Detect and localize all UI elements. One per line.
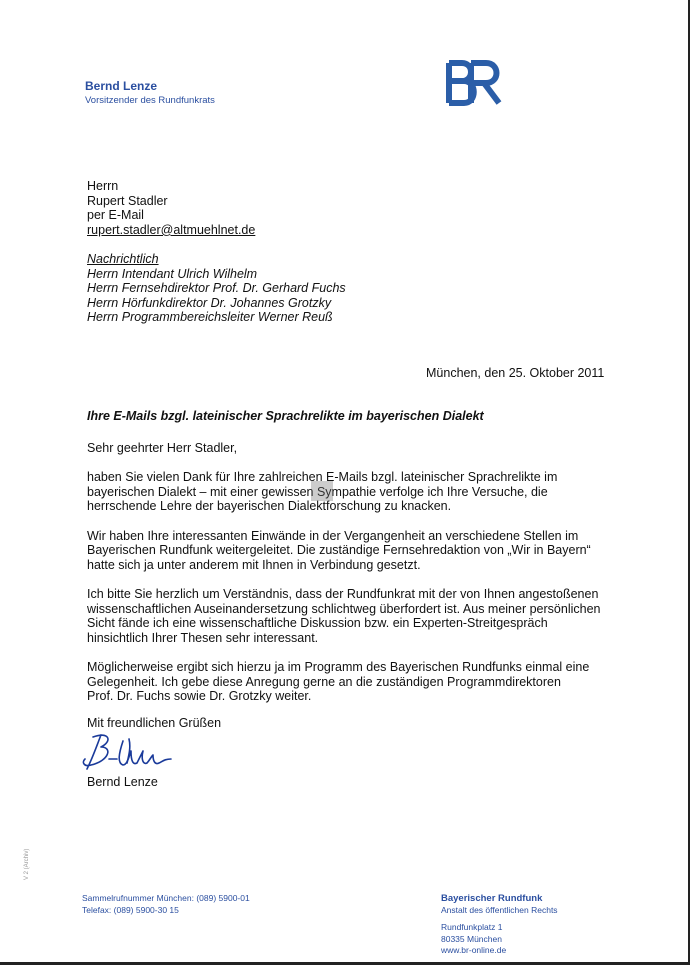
recipient-delivery: per E-Mail <box>87 208 144 223</box>
closing-greeting: Mit freundlichen Grüßen <box>87 716 222 730</box>
body-line: Wir haben Ihre interessanten Einwände in der Vergangenheit an verschiedene Stellen im <box>87 528 579 543</box>
body-line: hatte sich ja unter anderem mit Ihnen in Verbindung gesetzt. <box>87 557 421 572</box>
body-line: Gelegenheit. Ich gebe diese Anregung gerne an die zuständigen Programmdirektoren <box>87 674 561 689</box>
recipient-address <box>87 179 255 237</box>
letter-subject: Ihre E-Mails bzgl. lateinischer Sprachrelikte im bayerischen Dialekt <box>87 409 484 423</box>
br-logo <box>444 60 504 106</box>
body-paragraph <box>87 529 627 573</box>
footer-address <box>441 893 558 957</box>
footer-phone: Sammelrufnummer München: (089) 5900-01 <box>82 893 250 903</box>
sidebar-tag: V 2 (Archiv) <box>24 848 30 880</box>
sender-name: Bernd Lenze <box>85 79 158 93</box>
footer-street: Rundfunkplatz 1 <box>441 922 503 932</box>
body-line: Sicht fände ich eine wissenschaftliche Diskussion bzw. ein Experten-Streitgespräch <box>87 616 548 631</box>
recipient-name: Rupert Stadler <box>87 193 168 208</box>
body-line: Ich bitte Sie herzlich um Verständnis, dass der Rundfunkrat mit der von Ihnen angestoßenen <box>87 586 599 601</box>
body-line: Bayerischen Rundfunk weitergeleitet. Die zuständige Fernsehredaktion von „Wir in Bayern“ <box>87 543 591 558</box>
footer-contact <box>82 893 250 916</box>
body-paragraph <box>87 660 627 704</box>
signer-name: Bernd Lenze <box>87 775 158 789</box>
body-line: Möglicherweise ergibt sich hierzu ja im Programm des Bayerischen Rundfunks einmal eine <box>87 659 590 674</box>
footer-web-link[interactable]: www.br-online.de <box>441 945 507 955</box>
cc-line: Herrn Fernsehdirektor Prof. Dr. Gerhard Fuchs <box>87 281 346 296</box>
cc-line: Herrn Hörfunkdirektor Dr. Johannes Grotzky <box>87 295 332 310</box>
body-line: bayerischen Dialekt – mit einer gewissen Sympathie verfolge ich Ihre Versuche, die <box>87 484 548 499</box>
footer-city: 80335 München <box>441 933 502 944</box>
body-line: wissenschaftlichen Auseinandersetzung schlichtweg überfordert ist. Aus meiner persönlichen <box>87 601 601 616</box>
body-line: Prof. Dr. Fuchs sowie Dr. Grotzky weiter. <box>87 689 312 704</box>
body-line: hinsichtlich Ihrer Thesen sehr interessant. <box>87 630 319 645</box>
cc-heading: Nachrichtlich <box>87 252 159 266</box>
recipient-salutation-line: Herrn <box>87 179 119 193</box>
scan-artifact <box>311 481 333 501</box>
cc-line: Herrn Intendant Ulrich Wilhelm <box>87 266 258 281</box>
footer-org-sub: Anstalt des öffentlichen Rechts <box>441 904 558 915</box>
cc-block <box>87 252 346 325</box>
body-line: haben Sie vielen Dank für Ihre zahlreichen E-Mails bzgl. lateinischer Sprachrelikte im <box>87 470 558 485</box>
body-paragraph <box>87 470 627 514</box>
footer-fax: Telefax: (089) 5900-30 15 <box>82 904 179 915</box>
sender-role: Vorsitzender des Rundfunkrats <box>85 95 215 106</box>
body-line: herrschende Lehre der bayerischen Dialektforschung zu knacken. <box>87 499 452 514</box>
footer-org: Bayerischer Rundfunk <box>441 893 543 904</box>
recipient-email-link[interactable]: rupert.stadler@altmuehlnet.de <box>87 222 256 237</box>
handwritten-signature <box>79 729 175 775</box>
cc-line: Herrn Programmbereichsleiter Werner Reuß <box>87 310 333 325</box>
body-paragraph <box>87 587 627 645</box>
letter-body <box>87 441 627 718</box>
letter-date: München, den 25. Oktober 2011 <box>426 366 605 380</box>
salutation: Sehr geehrter Herr Stadler, <box>87 441 238 455</box>
